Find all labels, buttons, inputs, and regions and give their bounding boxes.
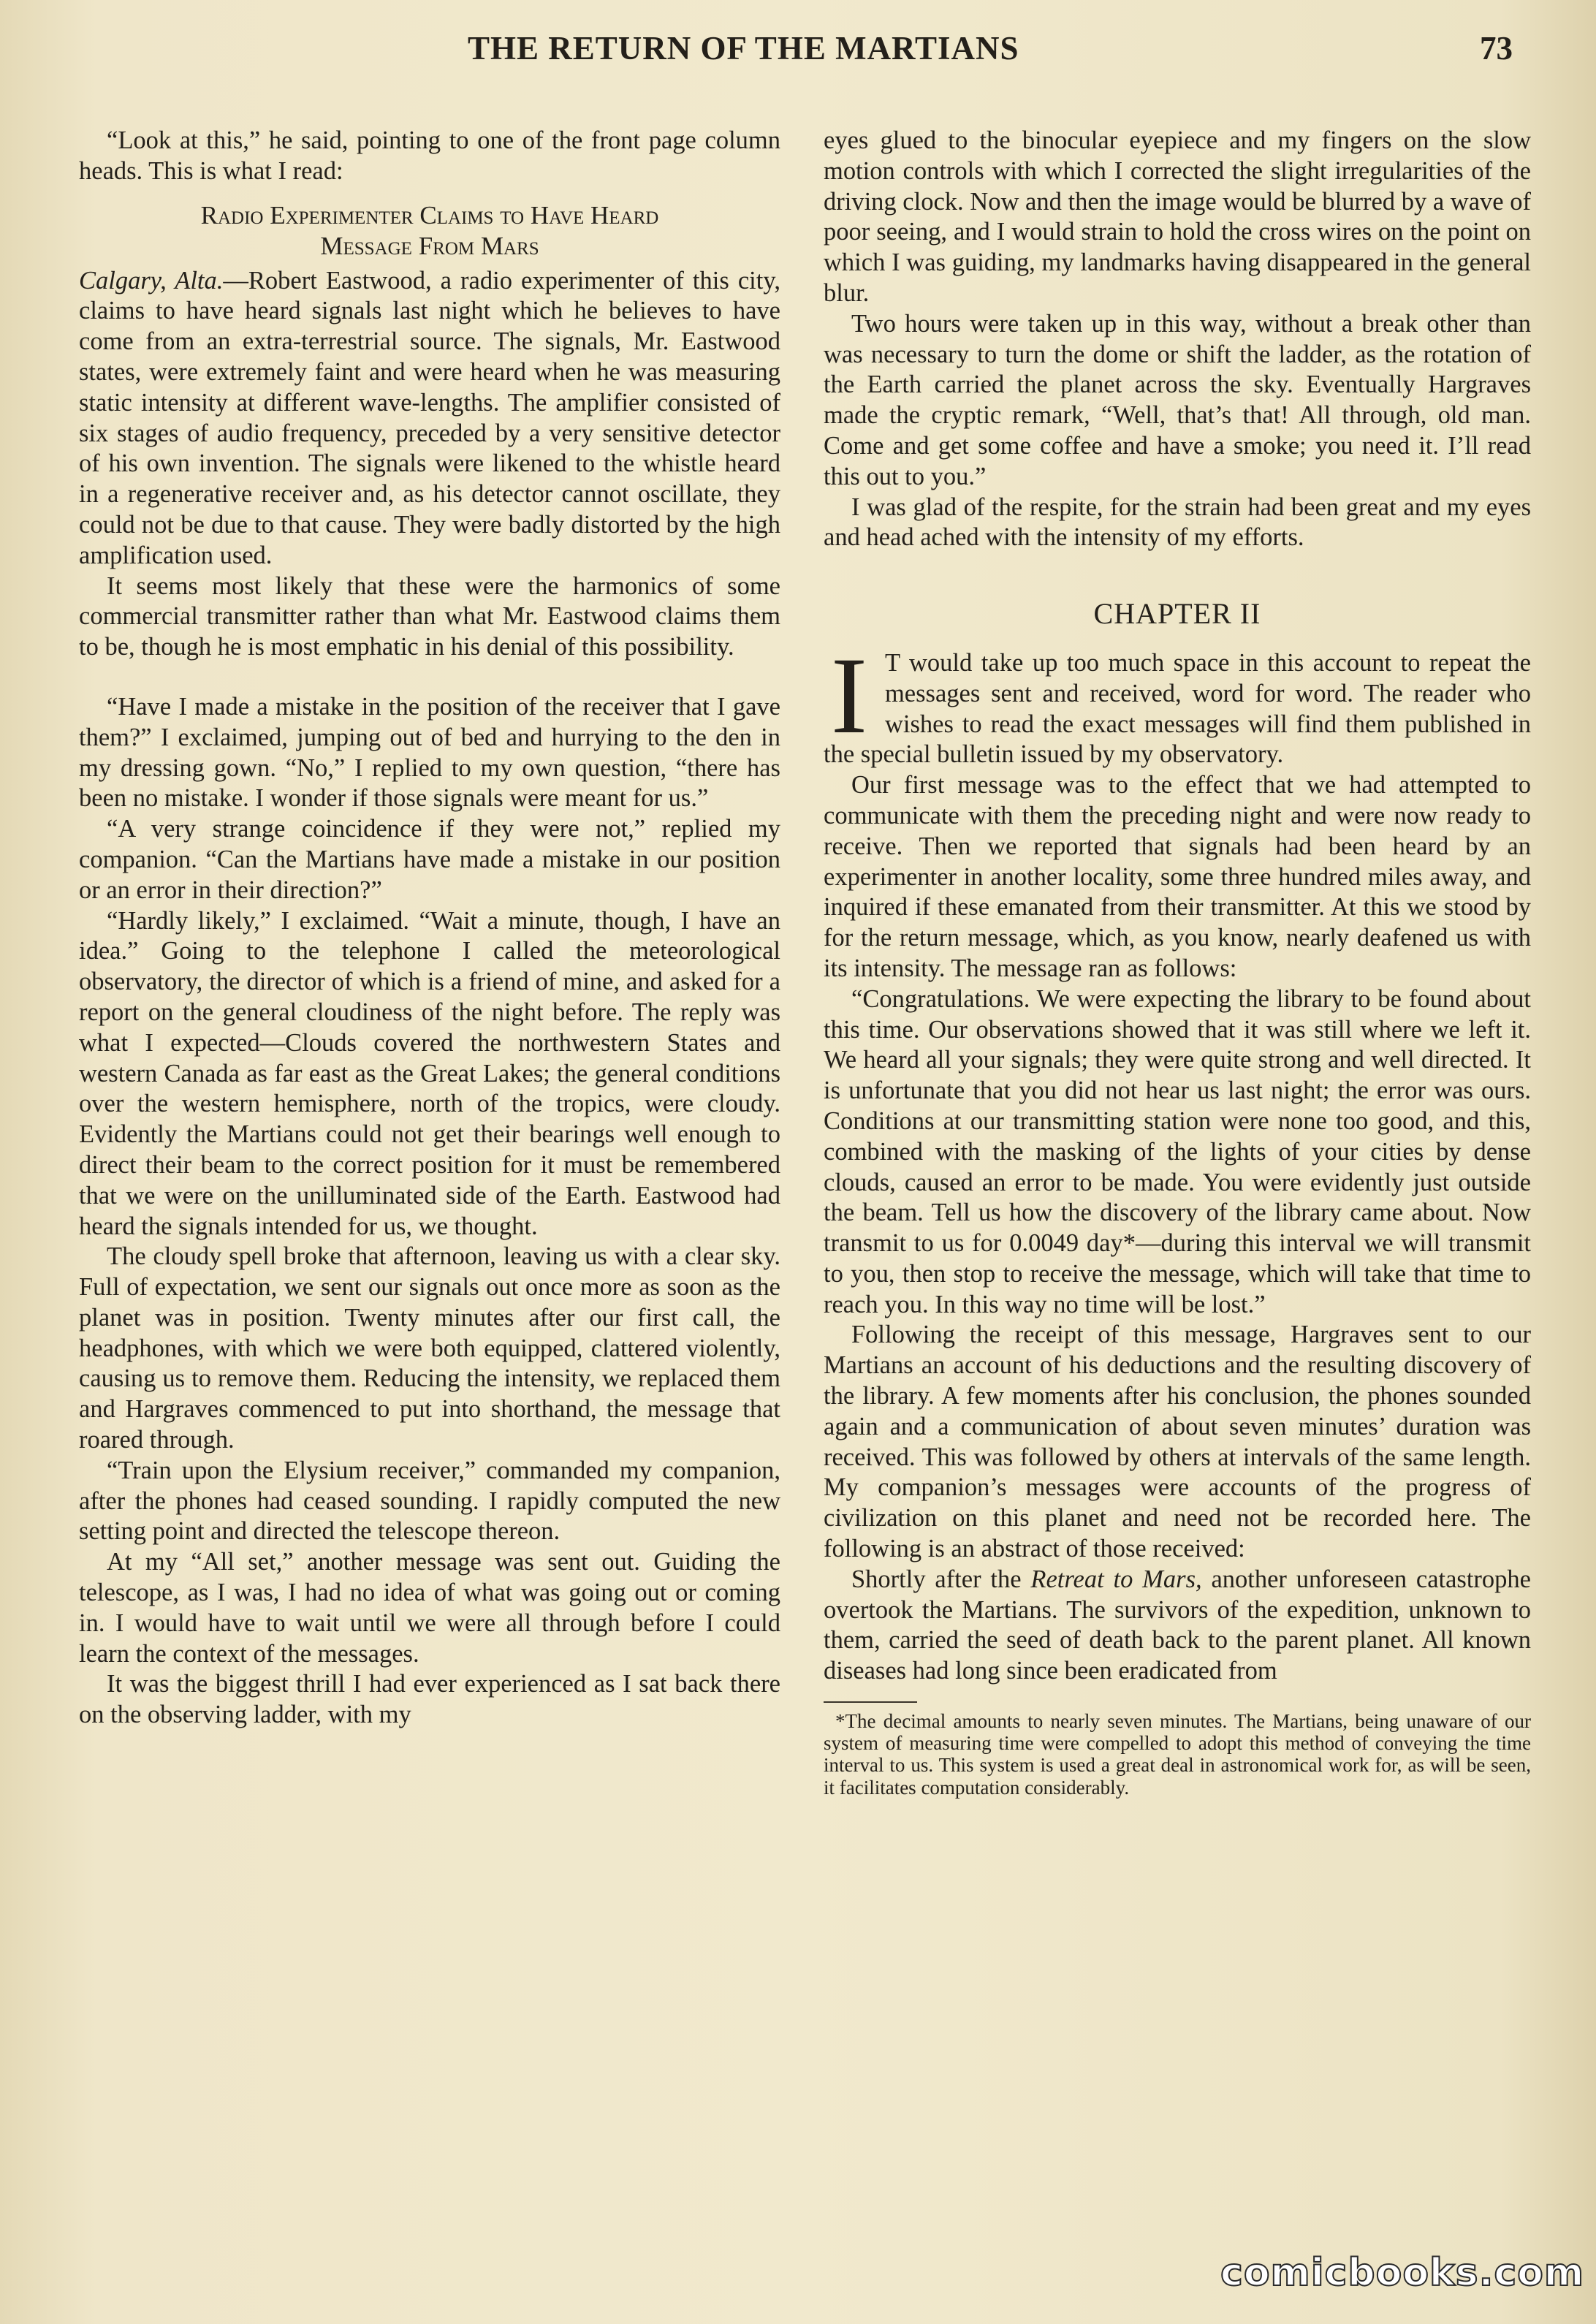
paragraph: “Look at this,” he said, pointing to one of the front page column heads. This is what I read: bbox=[79, 126, 780, 185]
paragraph-text: another unforeseen catastrophe overtook the Martians. The survivors of the expedition, unknown to them, carried the seed of death back to the parent planet. All known diseases had long since been eradicated from bbox=[824, 1565, 1531, 1685]
news-dateline: Calgary, Alta. bbox=[79, 266, 224, 295]
paragraph: The cloudy spell broke that afternoon, leaving us with a clear sky. Full of expectation, we sent our signals out once more as soon as the planet was in position. Twenty minutes after our first call, the headphones, with which we were both equipped, clattered violently, causing us to remove them. Reducing the intensity, we replaced them and Hargraves commenced to put into shorthand, the message that roared through. bbox=[79, 1242, 780, 1454]
chapter-heading: CHAPTER II bbox=[1093, 597, 1261, 631]
paragraph bbox=[824, 1565, 1531, 1687]
news-paragraph: It seems most likely that these were the harmonics of some commercial transmitter rather than what Mr. Eastwood claims them to be, though he is most emphatic in his denial of this possibility. bbox=[79, 571, 780, 661]
drop-cap: I bbox=[831, 634, 867, 756]
watermark-logo: comicbooks.com bbox=[1220, 2251, 1585, 2295]
italic-title: Retreat to Mars, bbox=[1030, 1565, 1202, 1593]
right-column bbox=[824, 126, 1531, 1799]
news-headline-line-1: Radio Experimenter Claims to Have Heard bbox=[200, 200, 659, 229]
paragraph: “Have I made a mistake in the position of the receiver that I gave them?” I exclaimed, jumping out of bed and hurrying to the den in my dressing gown. “No,” I replied to my own question, “there has been no mistake. I wonder if those signals were meant for us.” bbox=[79, 692, 780, 813]
footnote-rule bbox=[824, 1701, 917, 1703]
chapter-opening-text: T would take up too much space in this account to repeat the messages sent and received, word for word. The reader who wishes to read the exact messages will find them published in the special bulletin issued by my observatory. bbox=[824, 648, 1531, 769]
paragraph: Our first message was to the effect that we had attempted to communicate with them the preceding night and were now ready to receive. Then we reported that signals had been heard by an experimenter in another locality, some three hundred miles away, and inquired if these emanated from their transmitter. At this we stood by for the return message, which, as you know, nearly deafened us with its intensity. The message ran as follows: bbox=[824, 771, 1531, 982]
chapter-opening-paragraph bbox=[824, 634, 1531, 770]
paragraph: Following the receipt of this message, Hargraves sent to our Martians an account of his deductions and the resulting discovery of the library. A few moments after his conclusion, the phones sounded again and a communication of about seven minutes’ duration was received. This was followed by others at intervals of the same length. My companion’s messages were accounts of the progress of civilization on this planet and need not be recorded here. The following is an abstract of those received: bbox=[824, 1321, 1531, 1563]
paragraph: “Congratulations. We were expecting the library to be found about this time. Our observations showed that it was still where we left it. We heard all your signals; they were quite strong and well directed. It is unfortunate that you did not hear us last night; the error was ours. Conditions at our transmitting station were none too good, and this, combined with the masking of the lights of your cities by dense clouds, caused an error to be made. You were evidently just outside the beam. Tell us how the discovery of the library came about. Now transmit to us for 0.0049 day*—during this interval we will transmit to you, then stop to receive the message, which will take that time to reach you. In this way no time will be lost.” bbox=[824, 984, 1531, 1318]
paragraph: Two hours were taken up in this way, without a break other than was necessary to turn the dome or shift the ladder, as the rotation of the Earth carried the planet across the sky. Eventually Hargraves made the cryptic remark, “Well, that’s that! All through, old man. Come and get some coffee and have a smoke; you need it. I’ll read this out to you.” bbox=[824, 309, 1531, 490]
news-paragraph-text: —Robert Eastwood, a radio experimenter of this city, claims to have heard signals last night which he believes to have come from an extra-terrestrial source. The signals, Mr. Eastwood states, were extremely faint and were heard when he was measuring static intensity at different wave-lengths. The amplifier consisted of six stages of audio frequency, preceded by a very sensitive detector of his own invention. The signals were likened to the whistle heard in a regenerative receiver and, as his detector cannot oscillate, they could not be due to that cause. They were badly distorted by the high amplification used. bbox=[79, 266, 780, 569]
paragraph: eyes glued to the binocular eyepiece and my fingers on the slow motion controls with which I corrected the slight irregularities of the driving clock. Now and then the image would be blurred by a wave of poor seeing, and I would strain to hold the cross wires on the point on which I was guiding, my landmarks having disappeared in the general blur. bbox=[824, 126, 1531, 307]
left-column bbox=[79, 126, 780, 1731]
running-head-title: THE RETURN OF THE MARTIANS bbox=[468, 30, 1019, 67]
news-paragraph bbox=[79, 266, 780, 571]
news-article bbox=[79, 266, 780, 663]
paragraph: “A very strange coincidence if they were not,” replied my companion. “Can the Martians have made a mistake in our position or an error in their direction?” bbox=[79, 815, 780, 904]
paragraph: “Train upon the Elysium receiver,” commanded my companion, after the phones had ceased sounding. I rapidly computed the new setting point and directed the telescope thereon. bbox=[79, 1456, 780, 1546]
paragraph: It was the biggest thrill I had ever experienced as I sat back there on the observing ladder, with my bbox=[79, 1670, 780, 1729]
paragraph: At my “All set,” another message was sent out. Guiding the telescope, as I was, I had no idea of what was going out or coming in. I would have to wait until we were all through before I could learn the context of the messages. bbox=[79, 1548, 780, 1668]
footnote-text: *The decimal amounts to nearly seven minutes. The Martians, being unaware of our system of measuring time were compelled to adopt this method of conveying the time interval to us. This system is used a great deal in astronomical work for, as will be seen, it facilitates computation considerably. bbox=[824, 1710, 1531, 1799]
page-number: 73 bbox=[1480, 30, 1513, 67]
section-gap bbox=[79, 663, 780, 692]
news-headline bbox=[94, 200, 766, 262]
news-headline-line-2: Message From Mars bbox=[320, 231, 539, 260]
footnote bbox=[824, 1710, 1531, 1799]
paragraph: “Hardly likely,” I exclaimed. “Wait a minute, though, I have an idea.” Going to the telephone I called the meteorological observatory, the director of which is a friend of mine, and asked for a report on the general cloudiness of the night before. The reply was what I expected—Clouds covered the northwestern States and western Canada as far east as the Great Lakes; the general conditions over the western hemisphere, north of the tropics, were cloudy. Evidently the Martians could not get their bearings well enough to direct their beam to the correct position for it must be remembered that we were on the unilluminated side of the Earth. Eastwood had heard the signals intended for us, we thought. bbox=[79, 906, 780, 1240]
paragraph: I was glad of the respite, for the strain had been great and my eyes and head ached with the intensity of my efforts. bbox=[824, 493, 1531, 552]
paragraph-text: Shortly after the bbox=[851, 1565, 1031, 1593]
